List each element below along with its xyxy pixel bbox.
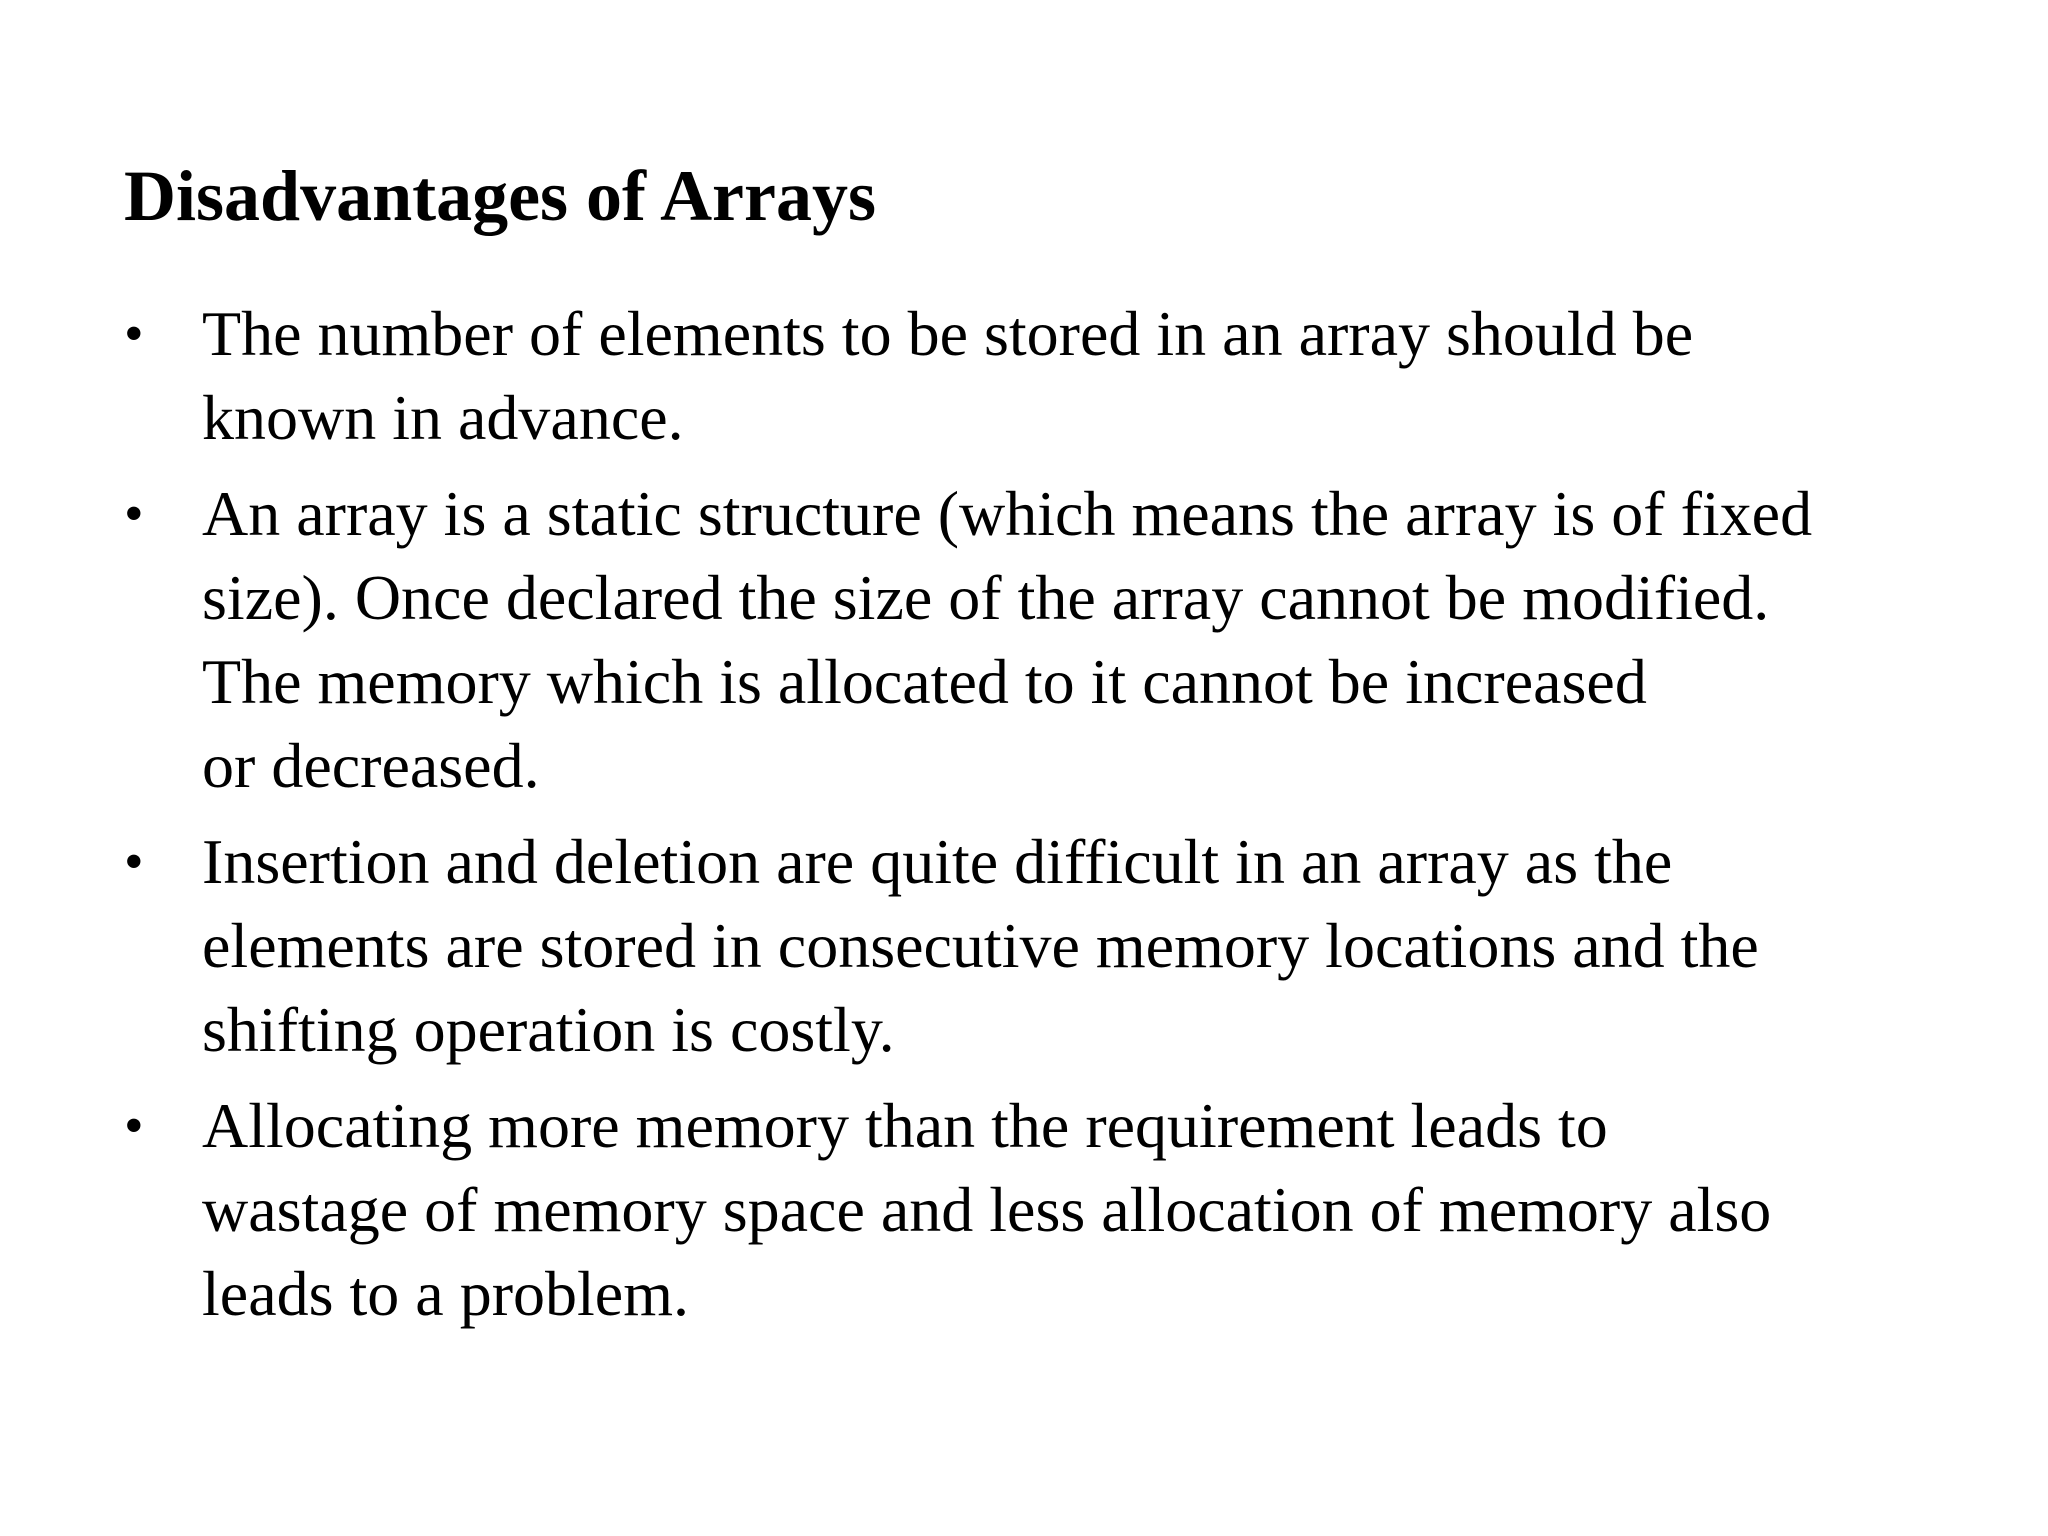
bullet-dot-icon: • [124, 831, 144, 893]
bullet-item [124, 292, 2004, 460]
bullet-item [124, 472, 2004, 808]
bullet-list [124, 292, 2004, 1348]
bullet-text-line: Allocating more memory than the requirement leads to [202, 1090, 1608, 1161]
bullet-text-line: elements are stored in consecutive memory locations and the [202, 910, 1759, 981]
bullet-dot-icon: • [124, 483, 144, 545]
bullet-text-line: known in advance. [202, 382, 684, 453]
bullet-text-line: size). Once declared the size of the array cannot be modified. [202, 562, 1770, 633]
bullet-text-line: or decreased. [202, 730, 540, 801]
bullet-item [124, 1084, 2004, 1336]
bullet-text-line: wastage of memory space and less allocation of memory also [202, 1174, 1772, 1245]
bullet-text-line: The number of elements to be stored in an array should be [202, 298, 1694, 369]
slide-title: Disadvantages of Arrays [124, 156, 876, 236]
bullet-text-line: shifting operation is costly. [202, 994, 895, 1065]
bullet-text-line: An array is a static structure (which means the array is of fixed [202, 478, 1813, 549]
bullet-text-line: The memory which is allocated to it cannot be increased [202, 646, 1647, 717]
bullet-text-line: leads to a problem. [202, 1258, 689, 1329]
bullet-dot-icon: • [124, 1095, 144, 1157]
bullet-dot-icon: • [124, 303, 144, 365]
bullet-item [124, 820, 2004, 1072]
bullet-text-line: Insertion and deletion are quite difficult in an array as the [202, 826, 1673, 897]
